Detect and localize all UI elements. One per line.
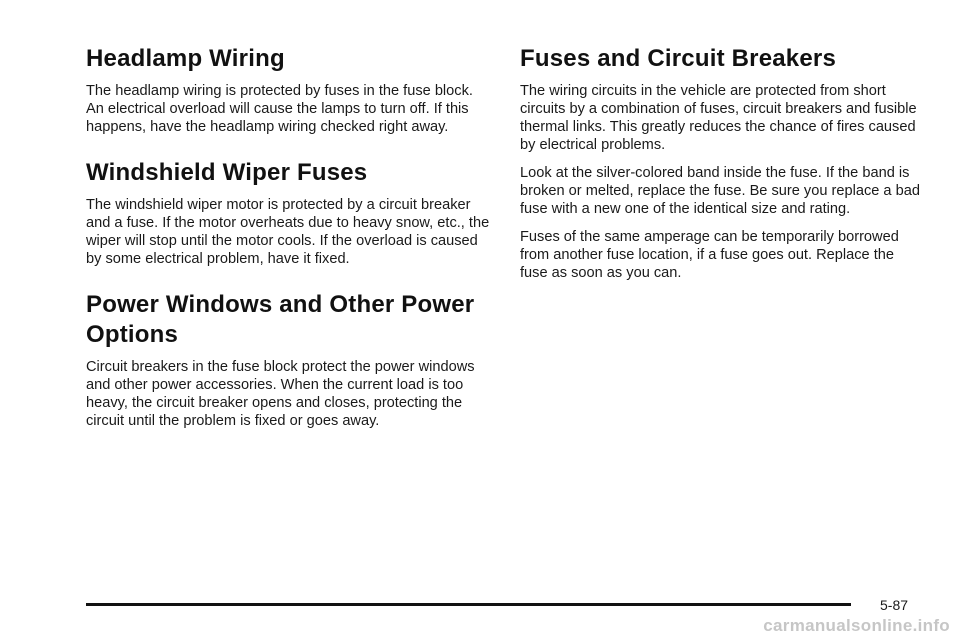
paragraph-headlamp-wiring: The headlamp wiring is protected by fuses in the fuse block. An electrical overload will cause the lamps to turn off. If this happens, have the headlamp wiring checked right away. (86, 83, 473, 135)
watermark: carmanualsonline.info (763, 616, 950, 635)
section-fuses-and-circuit-breakers (520, 44, 925, 282)
section-power-windows (86, 290, 491, 430)
section-headlamp-wiring (86, 44, 491, 136)
heading-power-windows: Power Windows and Other Power Options (86, 291, 475, 348)
footer-rule (86, 603, 851, 606)
heading-fuses-and-circuit-breakers: Fuses and Circuit Breakers (520, 45, 836, 72)
paragraph-fuses-silver-band: Look at the silver-colored band inside the fuse. If the band is broken or melted, replace the fuse. Be sure you replace a bad fuse with a new one of the identical size and rating. (520, 165, 920, 217)
heading-windshield-wiper-fuses: Windshield Wiper Fuses (86, 159, 368, 186)
paragraph-power-windows: Circuit breakers in the fuse block protect the power windows and other power accessories. When the current load is too heavy, the circuit breaker opens and closes, protecting the circuit until the problem is fixed or goes away. (86, 359, 475, 429)
heading-headlamp-wiring: Headlamp Wiring (86, 45, 285, 72)
paragraph-fuses-same-amperage: Fuses of the same amperage can be temporarily borrowed from another fuse location, if a fuse goes out. Replace the fuse as soon as you can. (520, 229, 899, 281)
left-column (86, 44, 491, 430)
section-windshield-wiper-fuses (86, 158, 491, 268)
paragraph-windshield-wiper-fuses: The windshield wiper motor is protected by a circuit breaker and a fuse. If the motor overheats due to heavy snow, etc., the wiper will stop until the motor cools. If the overload is caused by some electrical problem, have it fixed. (86, 197, 490, 267)
right-column (520, 44, 925, 282)
paragraph-fuses-intro: The wiring circuits in the vehicle are protected from short circuits by a combination of fuses, circuit breakers and fusible thermal links. This greatly reduces the chance of fires caused by electrical problems. (520, 83, 917, 153)
page-number: 5-87 (880, 597, 909, 613)
